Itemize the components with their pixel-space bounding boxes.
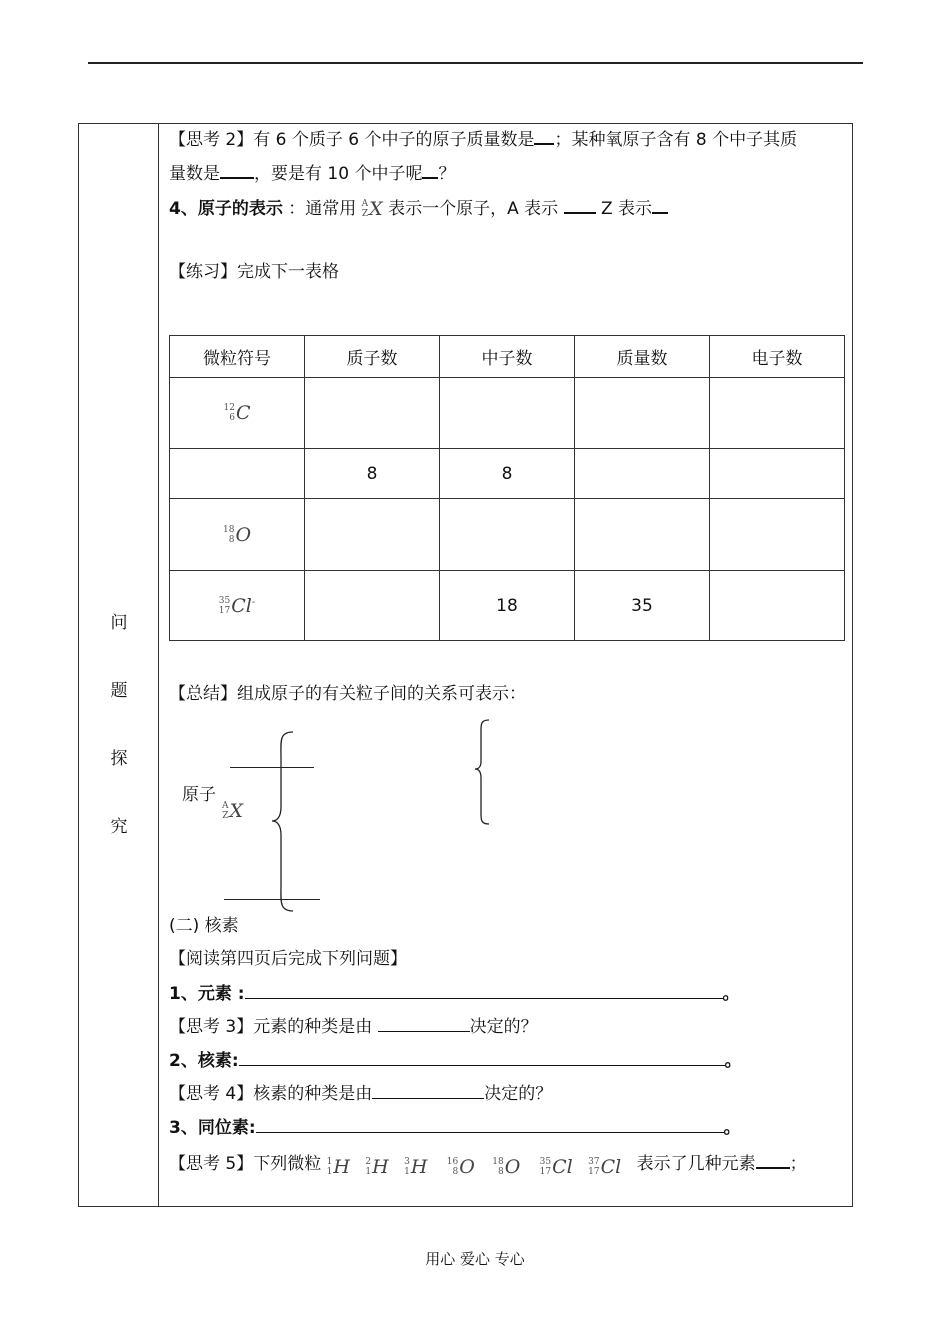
element-symbol: X — [229, 800, 244, 822]
sentence-end: ； — [789, 1154, 807, 1174]
table-row — [170, 571, 845, 641]
atomic-number: 1 — [404, 1167, 410, 1177]
table-header: 质子数 — [305, 336, 440, 378]
table-cell: 8 — [305, 449, 440, 499]
think-2-text-a: 有 6 个质子 6 个中子的原子质量数是 — [253, 130, 535, 150]
small-brace-icon — [473, 717, 493, 827]
think-2-tag: 【思考 2】 — [169, 130, 254, 150]
table-header: 质量数 — [575, 336, 710, 378]
atomic-number: 1 — [326, 1167, 333, 1177]
table-cell[interactable] — [305, 571, 440, 641]
practice-heading: 【练习】完成下一表格 — [169, 262, 339, 282]
nuclide-symbol-AZX — [362, 197, 383, 221]
answer-line[interactable] — [224, 899, 320, 900]
think-2-line-1 — [169, 127, 797, 152]
nuclide-symbol — [588, 1155, 621, 1179]
answer-blank[interactable] — [245, 982, 723, 999]
particle-symbol-cell — [170, 571, 305, 641]
think-2-text-d: ，要是有 10 个中子呢 — [254, 164, 423, 184]
isotope-label: 3、同位素: — [169, 1118, 256, 1138]
atomic-number: 17 — [588, 1167, 600, 1177]
think-4-text-b: 决定的？ — [484, 1084, 553, 1104]
element-symbol: Cl — [552, 1156, 573, 1178]
summary-nuclide-symbol — [222, 800, 243, 822]
element-symbol: C — [235, 402, 251, 424]
mass-number: 2 — [365, 1157, 372, 1167]
mass-number: A — [361, 199, 369, 209]
mass-number: 37 — [588, 1157, 600, 1167]
worksheet-table — [78, 123, 853, 1207]
table-row — [170, 499, 845, 571]
element-symbol: O — [504, 1156, 521, 1178]
table-cell: 35 — [575, 571, 710, 641]
header-rule — [88, 62, 863, 64]
mass-number: 1 — [326, 1157, 333, 1167]
element-symbol: O — [235, 523, 252, 546]
think-3-tag: 【思考 3】 — [169, 1017, 254, 1037]
atom-notation-text-c: Z 表示 — [600, 199, 653, 219]
particle-symbol-cell[interactable] — [170, 449, 305, 499]
table-cell[interactable] — [575, 378, 710, 449]
sentence-end: 。 — [724, 1051, 742, 1071]
element-definition-line — [169, 982, 740, 1006]
page-footer: 用心 爱心 专心 — [425, 1250, 525, 1268]
element-symbol: X — [369, 198, 383, 220]
answer-blank[interactable] — [564, 196, 596, 214]
reading-instruction: 【阅读第四页后完成下列问题】 — [169, 949, 407, 969]
nuclide-symbol — [447, 1155, 475, 1179]
element-symbol: Cl — [600, 1156, 622, 1178]
nuclide-symbol — [404, 1155, 427, 1179]
mass-number: 35 — [539, 1157, 552, 1167]
table-cell[interactable] — [710, 571, 845, 641]
practice-table — [169, 335, 845, 641]
atomic-number: 8 — [497, 1167, 504, 1177]
think-4-line — [169, 1082, 552, 1106]
sentence-end: 。 — [723, 1118, 741, 1138]
table-cell[interactable] — [710, 378, 845, 449]
table-cell[interactable] — [575, 499, 710, 571]
element-symbol: H — [410, 1156, 428, 1178]
think-3-line — [169, 1015, 538, 1039]
atomic-number: Z — [222, 811, 229, 821]
think-5-text-a: 下列微粒 — [253, 1154, 322, 1174]
atomic-number: 17 — [218, 605, 231, 616]
nuclide-symbol — [327, 1155, 350, 1179]
table-header: 中子数 — [440, 336, 575, 378]
table-cell: 18 — [440, 571, 575, 641]
think-5-tag: 【思考 5】 — [169, 1154, 254, 1174]
mass-number: 16 — [446, 1157, 459, 1167]
mass-number: 18 — [492, 1157, 504, 1167]
large-brace-icon — [269, 729, 299, 914]
table-cell[interactable] — [575, 449, 710, 499]
element-symbol: O — [459, 1156, 475, 1178]
atomic-number: Z — [361, 209, 369, 219]
atom-notation-text-a: ：通常用 — [288, 199, 357, 219]
atom-notation-label: 4、原子的表示 — [169, 199, 283, 219]
table-header: 电子数 — [710, 336, 845, 378]
ion-charge: - — [251, 596, 256, 608]
atomic-number: 8 — [228, 534, 235, 545]
answer-blank[interactable] — [239, 1049, 725, 1066]
nuclide-label: 2、核素: — [169, 1051, 239, 1071]
summary-heading: 【总结】组成原子的有关粒子间的关系可表示： — [169, 684, 526, 704]
answer-blank[interactable] — [378, 1015, 470, 1032]
think-2-line-2 — [169, 161, 455, 186]
atomic-number: 8 — [452, 1167, 459, 1177]
element-symbol: Cl — [231, 594, 252, 617]
think-4-tag: 【思考 4】 — [169, 1084, 254, 1104]
answer-blank[interactable] — [534, 127, 554, 145]
answer-blank[interactable] — [756, 1151, 790, 1169]
particle-symbol-cell — [170, 378, 305, 449]
table-cell[interactable] — [710, 449, 845, 499]
answer-blank[interactable] — [256, 1116, 724, 1133]
table-cell[interactable] — [710, 499, 845, 571]
side-char: 究 — [110, 817, 128, 837]
mass-number: 12 — [223, 403, 235, 413]
atom-notation-text-b: 表示一个原子，A 表示 — [388, 199, 559, 219]
think-4-text-a: 核素的种类是由 — [253, 1084, 373, 1104]
nuclide-symbol — [365, 1155, 388, 1179]
atomic-number: 1 — [365, 1167, 372, 1177]
content-area — [159, 124, 852, 1206]
atom-label: 原子 — [182, 785, 216, 805]
table-cell[interactable] — [305, 499, 440, 571]
atomic-number: 17 — [539, 1167, 552, 1177]
table-row — [170, 378, 845, 449]
mass-number: 18 — [222, 524, 235, 535]
mass-number: A — [222, 801, 229, 811]
nuclide-symbol — [492, 1155, 520, 1179]
nuclide-section-title: (二) 核素 — [169, 916, 239, 936]
table-cell[interactable] — [305, 378, 440, 449]
nuclide-definition-line — [169, 1049, 742, 1073]
isotope-definition-line — [169, 1116, 741, 1140]
nuclide-symbol — [219, 595, 255, 617]
answer-blank[interactable] — [422, 161, 438, 179]
table-cell: 8 — [440, 449, 575, 499]
think-2-text-c: 量数是 — [169, 164, 220, 184]
side-char: 问 — [110, 613, 128, 633]
think-2-text-b: ；某种氧原子含有 8 个中子其质 — [554, 130, 798, 150]
side-char: 题 — [110, 681, 128, 701]
table-row — [170, 449, 845, 499]
element-label: 1、元素 : — [169, 984, 245, 1004]
nuclide-symbol — [223, 524, 251, 546]
table-header: 微粒符号 — [170, 336, 305, 378]
side-char: 探 — [110, 749, 128, 769]
nuclide-symbol — [540, 1155, 573, 1179]
particle-symbol-cell — [170, 499, 305, 571]
think-2-text-e: ？ — [438, 164, 456, 184]
table-cell[interactable] — [440, 499, 575, 571]
think-3-text-b: 决定的？ — [469, 1017, 538, 1037]
nuclide-symbol — [224, 402, 251, 424]
atom-notation-line — [169, 196, 668, 221]
atomic-number: 6 — [229, 413, 235, 423]
table-header-row — [170, 336, 845, 378]
table-cell[interactable] — [440, 378, 575, 449]
sentence-end: 。 — [722, 984, 740, 1004]
think-5-line — [169, 1151, 807, 1179]
answer-blank[interactable] — [652, 196, 668, 214]
answer-blank[interactable] — [220, 161, 254, 179]
think-5-text-b: 表示了几种元素 — [636, 1154, 756, 1174]
think-3-text-a: 元素的种类是由 — [253, 1017, 373, 1037]
mass-number: 35 — [218, 595, 231, 606]
element-symbol: H — [372, 1156, 389, 1178]
element-symbol: H — [333, 1156, 350, 1178]
answer-blank[interactable] — [372, 1082, 484, 1099]
mass-number: 3 — [404, 1157, 410, 1167]
side-label-column — [79, 124, 159, 1206]
